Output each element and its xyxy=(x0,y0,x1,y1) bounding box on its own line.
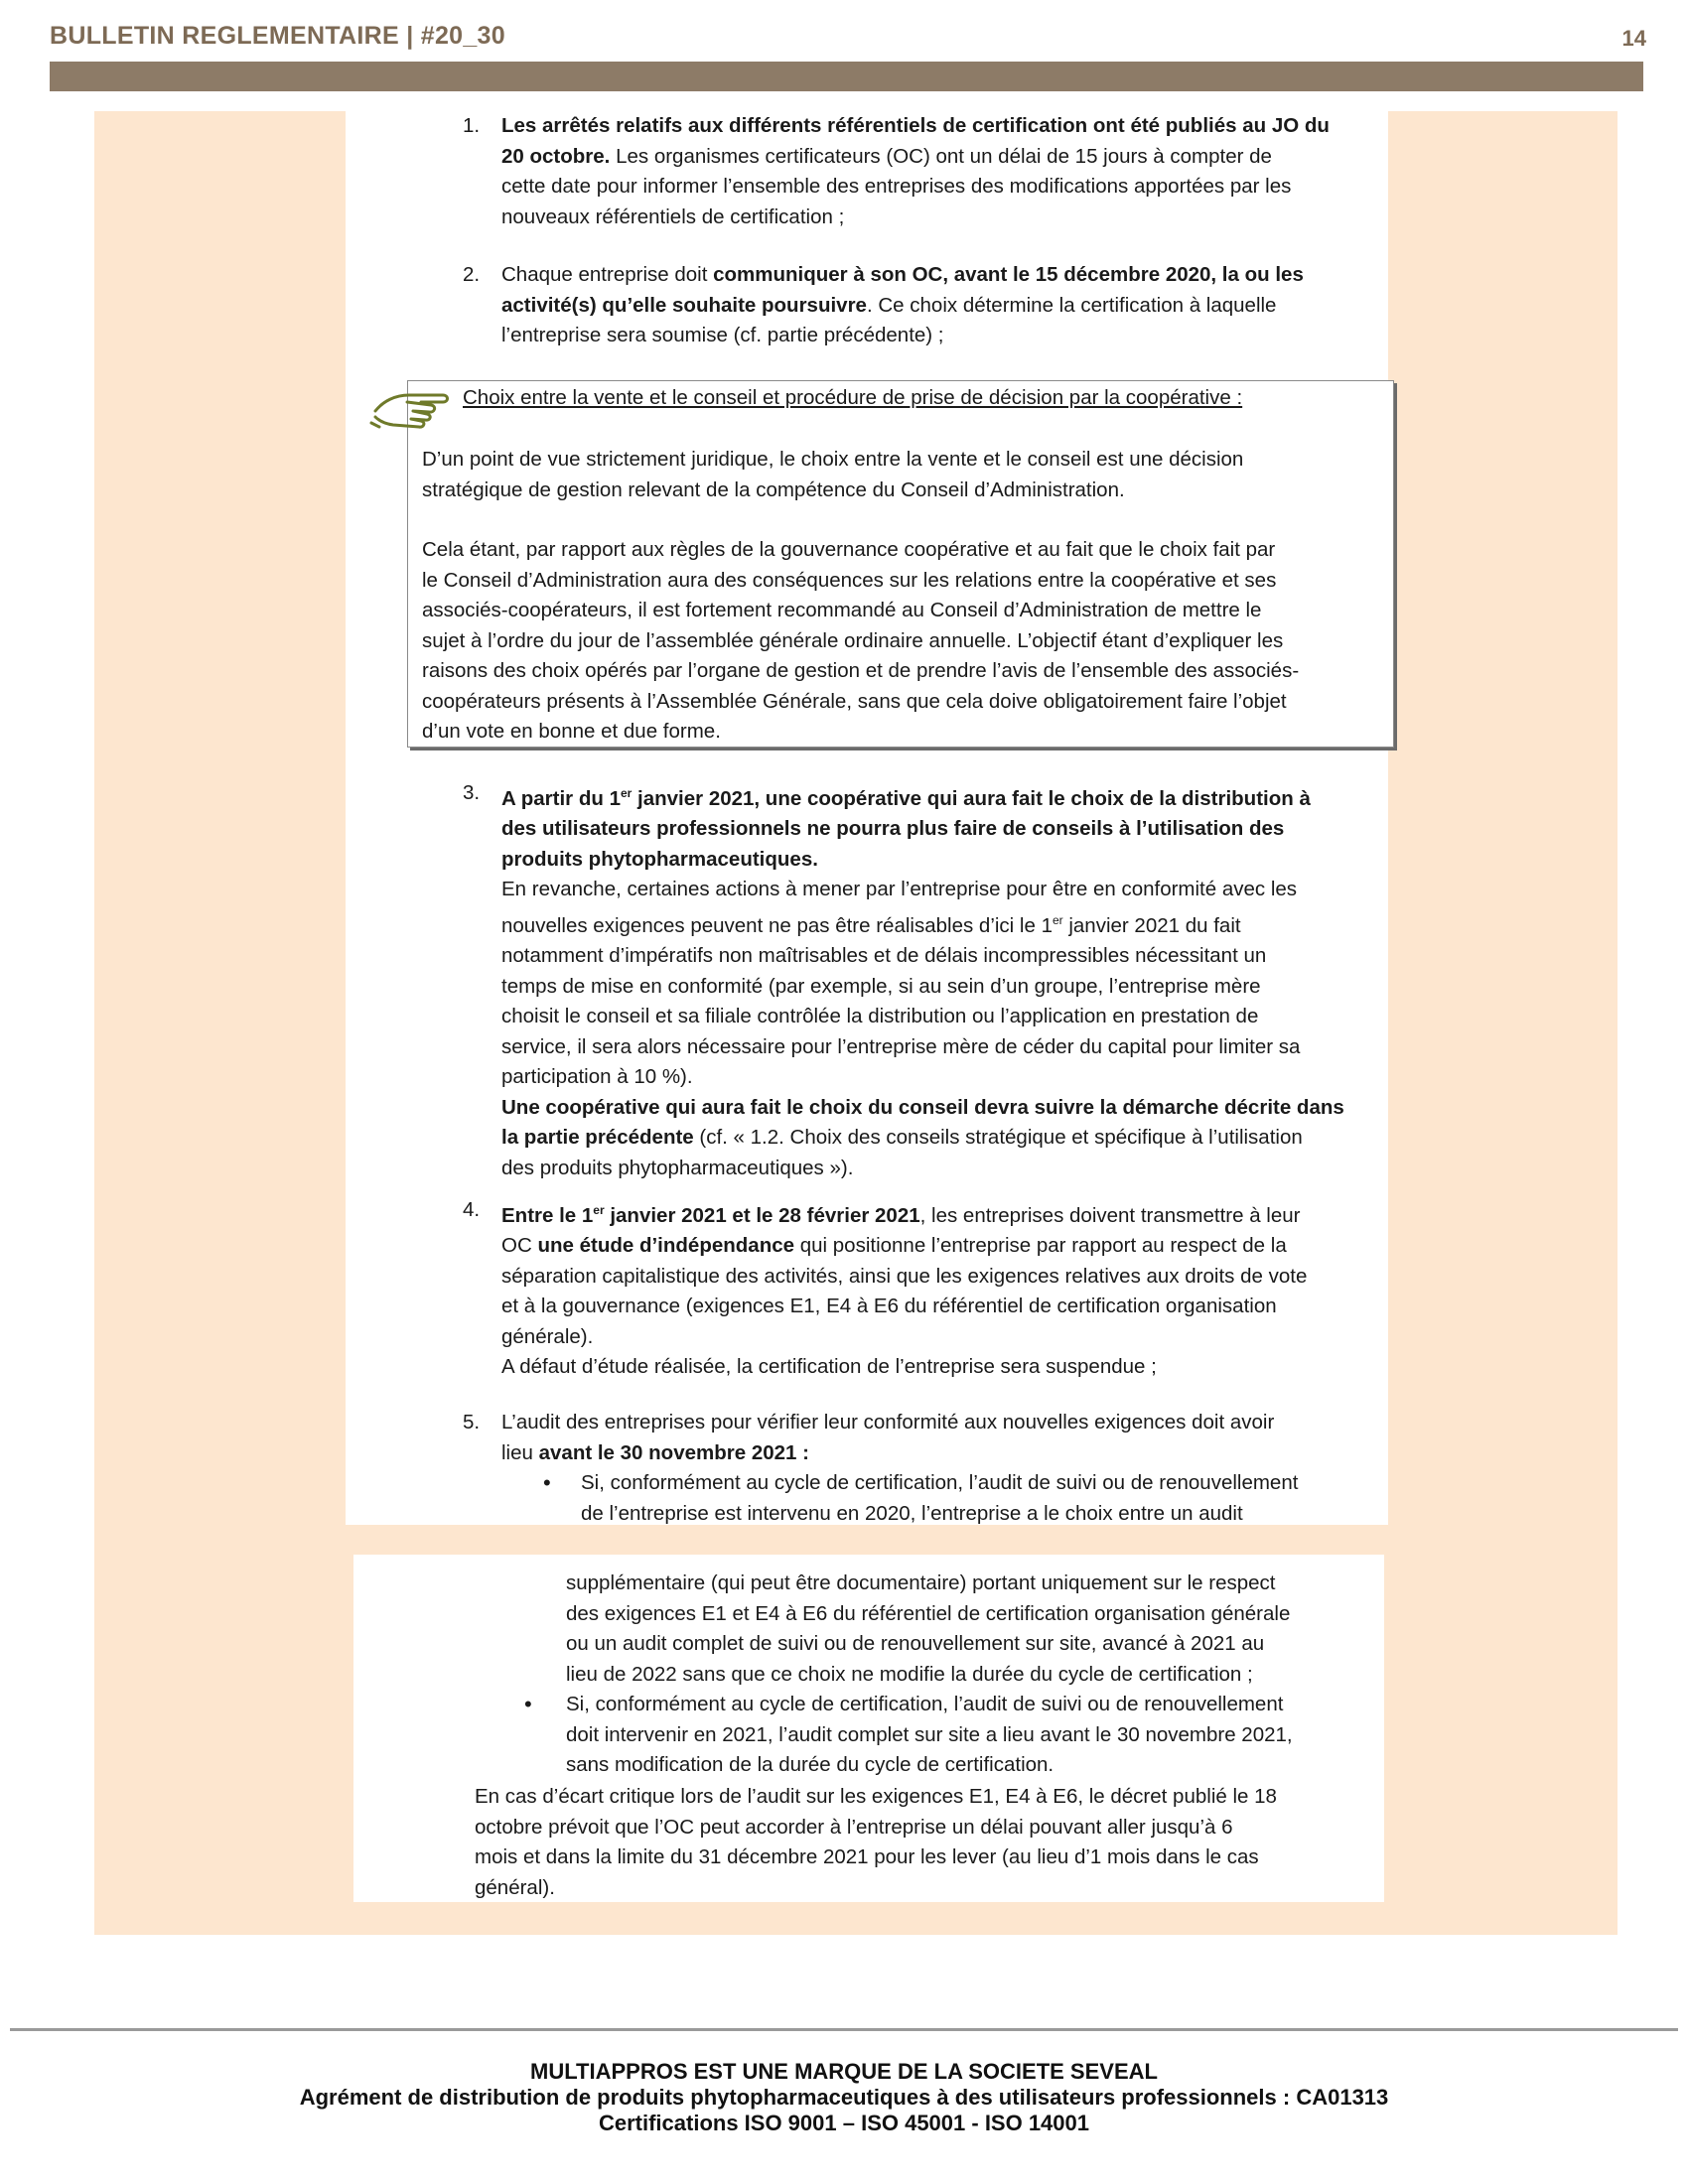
footer-certifications: Certifications ISO 9001 – ISO 45001 - ISO 14001 xyxy=(598,2111,1090,2135)
critical-gap-paragraph: En cas d’écart critique lors de l’audit sur les exigences E1, E4 à E6, le décret publié le 18 octobre prévoit que l’OC peut accorder à l’entreprise un délai pouvant aller jusqu’à 6 mois et dans la limite du 31 décembre 2021 pour les lever (au lieu d’1 mois dans le cas général). xyxy=(475,1785,1277,1899)
bullet-1-text-part-b: supplémentaire (qui peut être documentaire) portant uniquement sur le respect des exigences E1 et E4 à E6 du référentiel de certification organisation générale ou un audit complet de suivi ou de renouvellement sur site, avancé à 2021 au lieu de 2022 sans que ce choix ne modifie la durée du cycle de certification ; xyxy=(566,1571,1291,1686)
item-number: 2. xyxy=(463,263,481,286)
item-5-text: L’audit des entreprises pour vérifier leur conformité aux nouvelles exigences doit avoir lieu avant le 30 novembre 2021 : xyxy=(501,1411,1275,1464)
box-title: Choix entre la vente et le conseil et procédure de prise de décision par la coopérative : xyxy=(463,386,1243,409)
bullet-2-text: Si, conformément au cycle de certification, l’audit de suivi ou de renouvellement doit intervenir en 2021, l’audit complet sur site a lieu avant le 30 novembre 2021, sans modification de la durée du cycle de certification. xyxy=(566,1693,1293,1776)
bulletin-title: BULLETIN REGLEMENTAIRE | #20_30 xyxy=(50,22,505,50)
item-number: 5. xyxy=(463,1411,481,1433)
box-paragraph-2: Cela étant, par rapport aux règles de la gouvernance coopérative et au fait que le choix fait par le Conseil d’Administration aura des conséquences sur les relations entre la coopérative et ses associés-coopérateurs, il est fortement recommandé au Conseil d’Administration de mettre le sujet à l’ordre du jour de l’assemblée générale ordinaire annuelle. L’objectif étant d’expliquer les raisons des choix opérés par l’organe de gestion et de prendre l’avis de l’ensemble des associés- coopérateurs présents à l’Assemblée Générale, sans que cela doive obligatoirement faire l’objet d’un vote en bonne et due forme. xyxy=(422,538,1300,743)
item-number: 3. xyxy=(463,781,481,804)
item-1-text: Les arrêtés relatifs aux différents référentiels de certification ont été publiés au JO du 20 octobre. Les organismes certificateurs (OC) ont un délai de 15 jours à compter de cette date pour informer l’ensemble des entreprises des modifications apportées par les nouveaux référentiels de certification ; xyxy=(501,114,1330,228)
bullet-1-text-part-a: Si, conformément au cycle de certification, l’audit de suivi ou de renouvellement de l’entreprise est intervenu en 2020, l’entreprise a le choix entre un audit xyxy=(581,1471,1299,1525)
header-bar xyxy=(50,62,1643,91)
pointing-hand-icon xyxy=(369,381,459,439)
footer-approval: Agrément de distribution de produits phytopharmaceutiques à des utilisateurs professionnels : CA01313 xyxy=(299,2085,1389,2110)
footer-brand: MULTIAPPROS EST UNE MARQUE DE LA SOCIETE SEVEAL xyxy=(530,2059,1158,2084)
item-number: 4. xyxy=(463,1198,481,1221)
item-4-text: Entre le 1er janvier 2021 et le 28 février 2021, les entreprises doivent transmettre à leur OC une étude d’indépendance qui positionne l’entreprise par rapport au respect de la séparation capitalistique des activités, ainsi que les exigences relatives aux droits de vote et à la gouvernance (exigences E1, E4 à E6 du référentiel de certification organisation générale). A défaut d’étude réalisée, la certification de l’entreprise sera suspendue ; xyxy=(501,1203,1308,1379)
bullet-dot: • xyxy=(524,1692,532,1716)
bullet-dot: • xyxy=(543,1470,551,1495)
item-2-text: Chaque entreprise doit communiquer à son OC, avant le 15 décembre 2020, la ou les activité(s) qu’elle souhaite poursuivre. Ce choix détermine la certification à laquelle l’entreprise sera soumise (cf. partie précédente) ; xyxy=(501,263,1304,346)
footer-divider xyxy=(10,2028,1678,2031)
page-number: 14 xyxy=(1621,26,1646,51)
item-number: 1. xyxy=(463,114,481,137)
box-paragraph-1: D’un point de vue strictement juridique, le choix entre la vente et le conseil est une décision stratégique de gestion relevant de la compétence du Conseil d’Administration. xyxy=(422,448,1244,501)
item-3-text: A partir du 1er janvier 2021, une coopérative qui aura fait le choix de la distribution à des utilisateurs professionnels ne pourra plus faire de conseils à l’utilisation des produits phytopharmaceutiques. En revanche, certaines actions à mener par l’entreprise pour être en conformité avec les nouvelles exigences peuvent ne pas être réalisables d’ici le 1er janvier 2021 du fait notamment d’impératifs non maîtrisables et de délais incompressibles nécessitant un temps de mise en conformité (par exemple, si au sein d’un groupe, l’entreprise mère choisit le conseil et sa filiale contrôlée la distribution ou l’application en prestation de service, il sera alors nécessaire pour l’entreprise mère de céder du capital pour limiter sa participation à 10 %). Une coopérative qui aura fait le choix du conseil devra suivre la démarche décrite dans la partie précédente (cf. « 1.2. Choix des conseils stratégique et spécifique à l’utilisation des produits phytopharmaceutiques »). xyxy=(501,786,1344,1179)
